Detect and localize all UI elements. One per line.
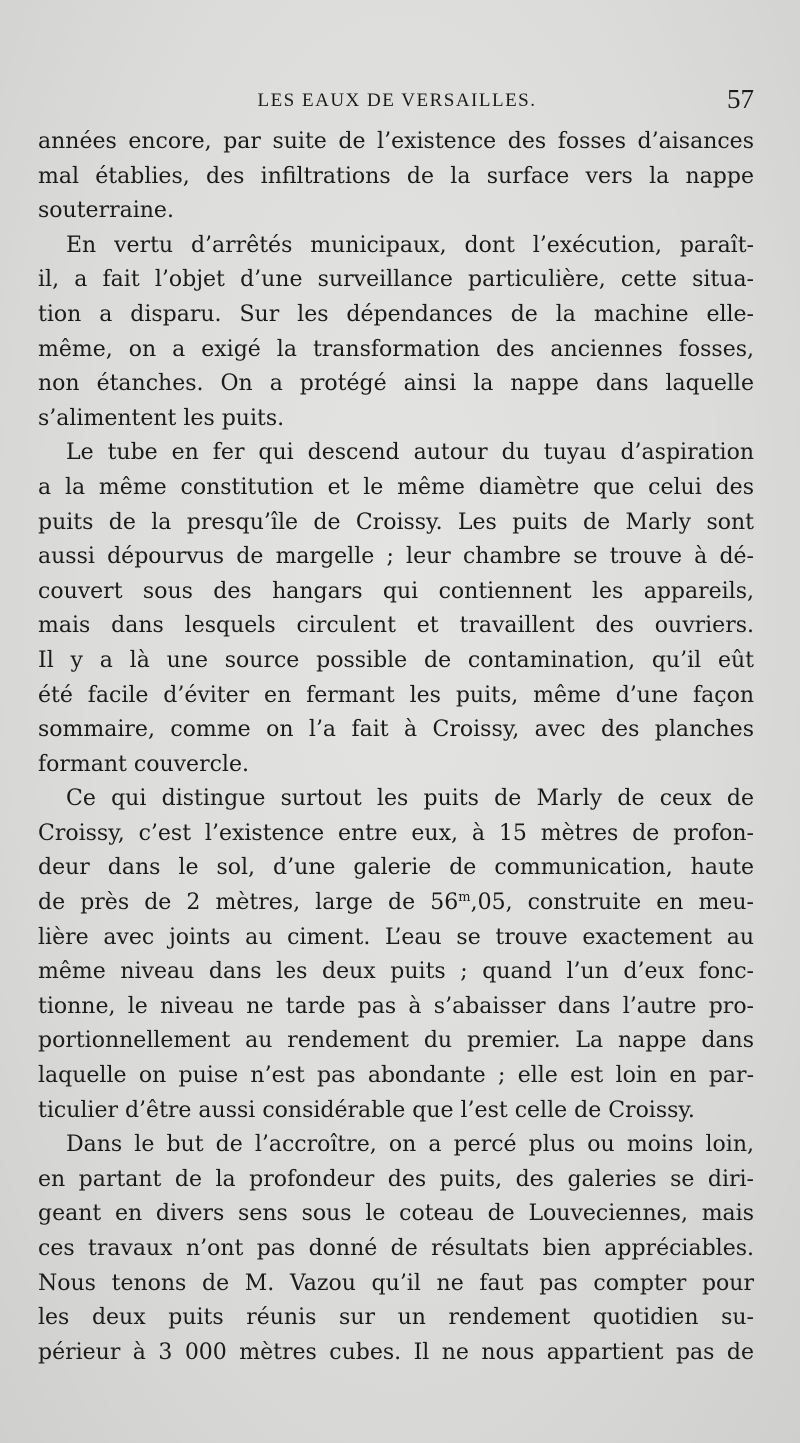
text-line: laquelle on puise n’est pas abondante ; elle est loin en par-	[38, 1063, 754, 1089]
running-title: LES EAUX DE VERSAILLES.	[257, 90, 537, 111]
text-line-with-superscript	[38, 886, 754, 921]
paragraph	[38, 229, 754, 437]
text-line: portionnellement au rendement du premier. La nappe dans	[38, 1028, 754, 1054]
text-line: En vertu d’arrêtés municipaux, dont l’exécution, paraît-	[66, 232, 754, 258]
page-header	[40, 84, 754, 118]
text-line: années encore, par suite de l’existence des fosses d’aisances	[38, 129, 754, 154]
body-text	[38, 125, 754, 1370]
text-line: mais dans lesquels circulent et travaillent des ouvriers.	[38, 613, 754, 639]
text-line: a la même constitution et le même diamètre que celui des	[38, 474, 754, 500]
text-line: non étanches. On a protégé ainsi la nappe dans laquelle	[38, 371, 754, 397]
paragraph	[38, 1128, 754, 1370]
page-number: 57	[727, 84, 754, 114]
superscript-unit: m	[458, 890, 471, 906]
line-fragment: de près de 2 mètres, large de 56	[38, 890, 459, 916]
text-line: tion a disparu. Sur les dépendances de la machine elle-	[38, 301, 754, 327]
text-line: même, on a exigé la transformation des anciennes fosses,	[38, 336, 754, 362]
text-line: périeur à 3 000 mètres cubes. Il ne nous appartient pas de	[38, 1339, 754, 1365]
paragraph	[38, 436, 754, 782]
text-line: s’alimentent les puits.	[38, 405, 285, 431]
text-line: en partant de la profondeur des puits, des galeries se diri-	[38, 1166, 754, 1192]
text-line: il, a fait l’objet d’une surveillance particulière, cette situa-	[38, 267, 754, 293]
text-line: Il y a là une source possible de contamination, qu’il eût	[38, 647, 754, 673]
text-line: tionne, le niveau ne tarde pas à s’abaisser dans l’autre pro-	[38, 993, 754, 1019]
text-line: Ce qui distingue surtout les puits de Marly de ceux de	[66, 786, 754, 812]
text-line: même niveau dans les deux puits ; quand l’un d’eux fonc-	[38, 959, 754, 985]
text-line: lière avec joints au ciment. L’eau se trouve exactement au	[38, 924, 754, 950]
text-line: ces travaux n’ont pas donné de résultats bien appréciables.	[38, 1236, 754, 1261]
text-line: ticulier d’être aussi considérable que l’est celle de Croissy.	[38, 1097, 695, 1123]
text-line: été facile d’éviter en fermant les puits, même d’une façon	[38, 682, 754, 708]
text-line: Croissy, c’est l’existence entre eux, à 15 mètres de profon-	[38, 820, 754, 846]
line-fragment: ,05, construite en meu-	[470, 890, 754, 916]
text-line: sommaire, comme on l’a fait à Croissy, avec des planches	[38, 717, 754, 743]
text-line: Dans le but de l’accroître, on a percé plus ou moins loin,	[66, 1132, 754, 1158]
text-line: aussi dépourvus de margelle ; leur chambre se trouve à dé-	[38, 544, 754, 570]
paragraph	[38, 125, 754, 229]
text-line: couvert sous des hangars qui contiennent les appareils,	[38, 578, 754, 604]
text-line: formant couvercle.	[38, 751, 249, 777]
text-line: puits de la presqu’île de Croissy. Les puits de Marly sont	[38, 509, 754, 535]
text-line: deur dans le sol, d’une galerie de communication, haute	[38, 855, 754, 881]
text-line: Nous tenons de M. Vazou qu’il ne faut pas compter pour	[38, 1270, 754, 1296]
text-line: geant en divers sens sous le coteau de Louveciennes, mais	[38, 1201, 754, 1227]
paragraph	[38, 782, 754, 1128]
text-line: les deux puits réunis sur un rendement quotidien su-	[38, 1305, 754, 1331]
text-line: Le tube en fer qui descend autour du tuyau d’aspiration	[66, 440, 754, 466]
text-line: mal établies, des infiltrations de la surface vers la nappe	[38, 163, 754, 189]
text-line: souterraine.	[38, 198, 174, 224]
